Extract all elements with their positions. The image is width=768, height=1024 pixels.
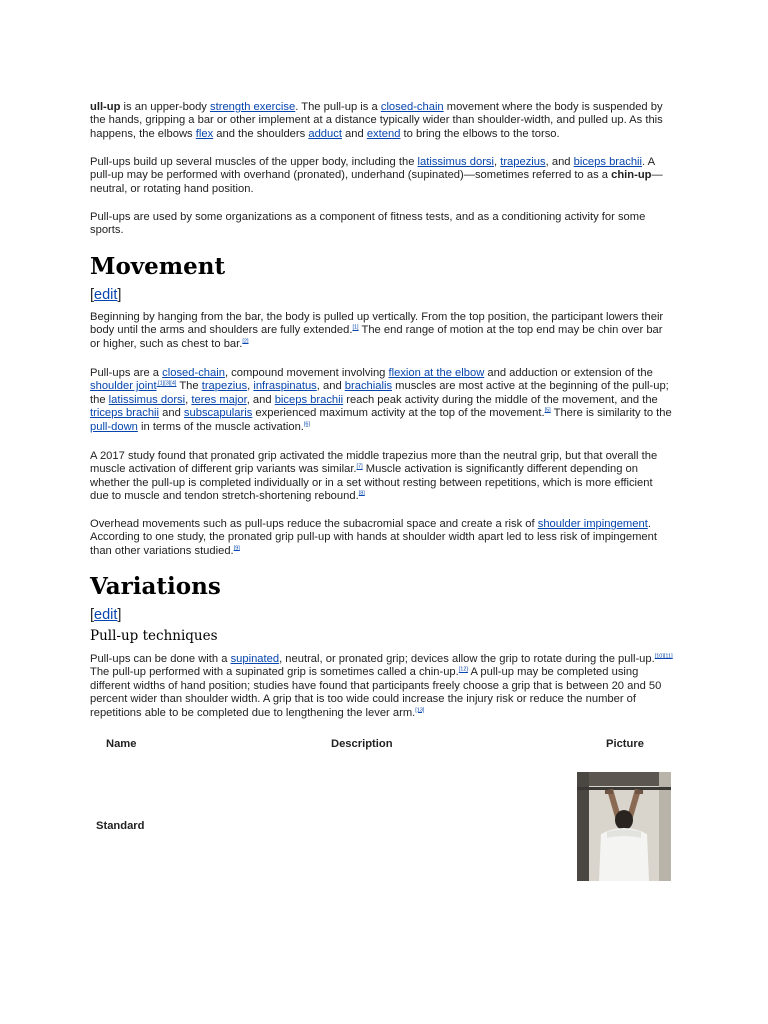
citation bbox=[157, 381, 177, 387]
text-run: , and bbox=[316, 380, 345, 393]
article-link[interactable]: subscapularis bbox=[183, 407, 253, 420]
pullup-standard-photo[interactable] bbox=[577, 772, 671, 881]
citation-link[interactable]: [1] bbox=[352, 324, 359, 331]
citation-link[interactable]: [6] bbox=[303, 420, 311, 427]
edit-variations-link[interactable]: edit bbox=[94, 607, 118, 623]
citation-link[interactable]: .[1][3][4] bbox=[156, 380, 177, 387]
table-header-description: Description bbox=[331, 738, 393, 750]
bracket-open: [ bbox=[90, 607, 95, 623]
text-run: A 2017 study found that pronated grip activated the middle trapezius more than the neutral grip, but that overall the muscle activation of different grip variants was similar. bbox=[90, 450, 658, 476]
article-link[interactable]: latissimus dorsi bbox=[417, 156, 494, 168]
text-run: —neutral, or rotating hand position. bbox=[90, 169, 663, 195]
text-run: and bbox=[159, 407, 184, 420]
citation bbox=[234, 545, 240, 551]
text-run: experienced maximum activity at the top of the movement. bbox=[252, 407, 545, 420]
citation bbox=[415, 707, 424, 713]
article-link[interactable]: supinated bbox=[230, 653, 280, 665]
article-link[interactable]: strength exercise bbox=[210, 101, 296, 113]
bold-term: ull-up bbox=[90, 101, 121, 113]
article-link[interactable]: trapezius bbox=[201, 380, 248, 393]
article-link[interactable]: shoulder joint bbox=[90, 380, 157, 393]
citation-link[interactable]: [13] bbox=[415, 706, 425, 713]
text-run: in terms of the muscle activation. bbox=[137, 420, 304, 433]
citation-link[interactable]: [2] bbox=[242, 338, 249, 345]
intro-paragraph-3 bbox=[90, 211, 674, 238]
citation bbox=[304, 421, 310, 427]
text-run: Beginning by hanging from the bar, the body is pulled up vertically. From the top position, the participant lowers their body until the arms and shoulders are fully extended. bbox=[90, 311, 664, 337]
article-link[interactable]: infraspinatus bbox=[253, 380, 317, 393]
text-run: The bbox=[176, 380, 202, 393]
text-run: and the shoulders bbox=[213, 127, 309, 140]
article-link[interactable]: trapezius bbox=[500, 156, 546, 168]
text-run: The end range of motion at the top end may be chin over bar or higher, such as chest to bar. bbox=[90, 324, 663, 350]
article-link[interactable]: biceps brachii bbox=[573, 156, 643, 168]
text-run: muscles are most active at the beginning of the pull-up; the bbox=[90, 380, 669, 406]
article-link[interactable]: biceps brachii bbox=[274, 393, 344, 406]
article-link[interactable]: closed-chain bbox=[380, 101, 444, 113]
article-link[interactable]: adduct bbox=[308, 127, 342, 140]
article-link[interactable]: flexion at the elbow bbox=[388, 367, 485, 379]
text-run: to bring the elbows to the torso. bbox=[400, 127, 560, 140]
article-link[interactable]: pull-down bbox=[90, 420, 138, 433]
citation-link[interactable]: [8] bbox=[358, 490, 365, 497]
table-header-name: Name bbox=[106, 738, 137, 750]
citation-link[interactable]: [11] bbox=[663, 653, 673, 660]
citation bbox=[655, 653, 664, 659]
text-run: , and bbox=[246, 393, 275, 406]
citation bbox=[459, 667, 468, 673]
variations-edit-section bbox=[90, 606, 674, 624]
article-link[interactable]: latissimus dorsi bbox=[108, 393, 186, 406]
article-link[interactable]: closed-chain bbox=[162, 367, 225, 379]
citation-link[interactable]: [10] bbox=[654, 653, 664, 660]
bracket-close: ] bbox=[117, 607, 122, 623]
article-link[interactable]: shoulder impingement bbox=[537, 518, 648, 530]
article-link[interactable]: flex bbox=[195, 127, 214, 140]
text-run: Muscle activation is significantly different depending on whether the pull-up is completed individually or in a set without resting between repetitions, which is more efficient due to muscle and tendon stretch-shortening rebound. bbox=[90, 463, 653, 503]
bracket-open: [ bbox=[90, 287, 95, 303]
movement-paragraph-1 bbox=[90, 311, 674, 351]
article-link[interactable]: extend bbox=[366, 127, 401, 140]
citation-link[interactable]: [9] bbox=[233, 545, 240, 552]
text-run: reach peak activity during the middle of the movement, and the bbox=[343, 393, 658, 406]
article-link[interactable]: triceps brachii bbox=[90, 407, 160, 420]
text-run: A pull-up may be completed using different widths of hand position; studies have found that participants freely choose a grip that is between 20 and 50 percent wider than shoulder width. A grip that is too wide could increase the injury risk or reduce the number of repetitions able to be completed due to lengthening the lever arm. bbox=[90, 666, 662, 719]
citation-link[interactable]: [5] bbox=[544, 407, 551, 414]
text-run: . A pull-up may be performed with overhand (pronated), underhand (supinated)—sometimes referred to as a bbox=[90, 156, 655, 182]
text-run: . The pull-up is a bbox=[295, 101, 381, 113]
citation-link[interactable]: [7] bbox=[356, 463, 363, 470]
text-run: . According to one study, the pronated grip pull-up with hands at shoulder width apart led to less risk of impingement than other variations studied. bbox=[90, 518, 657, 557]
text-run: The pull-up performed with a supinated grip is sometimes called a chin-up. bbox=[90, 666, 459, 679]
bracket-close: ] bbox=[117, 287, 122, 303]
movement-paragraph-3 bbox=[90, 450, 674, 504]
text-run: Pull-ups are used by some organizations as a component of fitness tests, and as a conditioning activity for some sports. bbox=[90, 211, 646, 237]
pullup-photo-illustration bbox=[577, 772, 671, 881]
text-run: Pull-ups build up several muscles of the upper body, including the bbox=[90, 156, 418, 168]
article-link[interactable]: teres major bbox=[191, 393, 247, 406]
text-run: Overhead movements such as pull-ups reduce the subacromial space and create a risk of bbox=[90, 518, 538, 530]
text-run: , and bbox=[545, 156, 574, 168]
article-link[interactable]: brachialis bbox=[344, 380, 393, 393]
bold-term: chin-up bbox=[611, 169, 652, 182]
text-run: There is similarity to the bbox=[550, 407, 672, 420]
movement-edit-section bbox=[90, 286, 674, 304]
text-run: Pull-ups are a bbox=[90, 367, 163, 379]
variations-paragraph-1 bbox=[90, 653, 674, 720]
text-run: , neutral, or pronated grip; devices allow the grip to rotate during the pull-up. bbox=[279, 653, 655, 665]
movement-heading: Movement bbox=[90, 253, 226, 280]
text-run: , bbox=[185, 393, 192, 406]
text-run: , bbox=[247, 380, 254, 393]
movement-paragraph-4 bbox=[90, 518, 674, 558]
pullup-techniques-heading: Pull-up techniques bbox=[90, 628, 218, 644]
edit-movement-link[interactable]: edit bbox=[94, 287, 118, 303]
citation-link[interactable]: [12] bbox=[458, 666, 468, 673]
text-run: , bbox=[494, 156, 501, 168]
text-run: and adduction or extension of the bbox=[484, 367, 653, 379]
citation bbox=[359, 490, 365, 496]
variations-heading: Variations bbox=[90, 573, 221, 600]
intro-paragraph-2 bbox=[90, 156, 674, 196]
citation bbox=[242, 338, 248, 344]
text-run: movement where the body is suspended by the hands, gripping a bar or other implement at a distance typically wider than shoulder-width, and pulled up. As this happens, the elbows bbox=[90, 101, 663, 140]
table-row-name-standard: Standard bbox=[96, 820, 145, 832]
text-run: Pull-ups can be done with a bbox=[90, 653, 231, 665]
table-header-picture: Picture bbox=[606, 738, 644, 750]
citation bbox=[664, 653, 673, 659]
intro-paragraph-1 bbox=[90, 101, 674, 141]
movement-paragraph-2 bbox=[90, 367, 674, 434]
text-run: and bbox=[341, 127, 367, 140]
text-run: , compound movement involving bbox=[224, 367, 389, 379]
text-run: is an upper-body bbox=[120, 101, 211, 113]
